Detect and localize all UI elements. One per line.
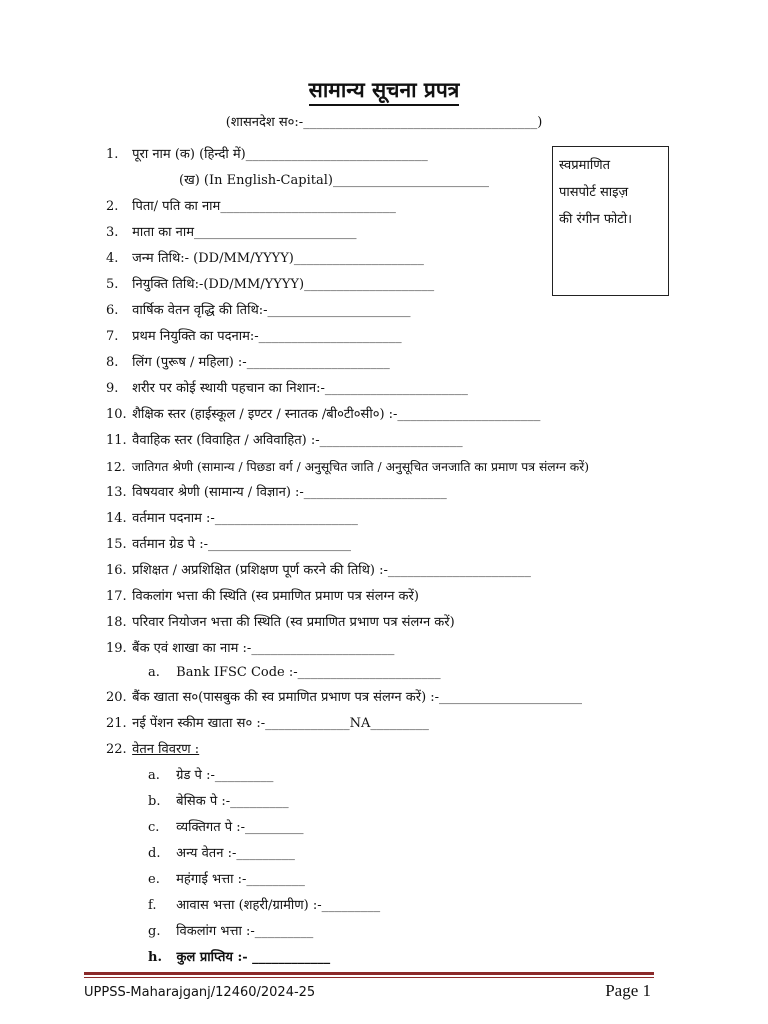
field-number: 22.: [106, 742, 127, 757]
salary-item: [148, 923, 313, 941]
field-number: 5.: [106, 277, 119, 292]
field-row: [106, 640, 394, 658]
field-number: 8.: [106, 355, 119, 370]
bank-ifsc-row: [148, 664, 441, 682]
list-bullet: a.: [148, 768, 160, 783]
field-number: 14.: [106, 511, 127, 526]
field-row: [106, 380, 468, 398]
form-title: सामान्य सूचना प्रपत्र: [0, 76, 768, 104]
field-number: 13.: [106, 485, 127, 500]
field-row: [106, 614, 455, 632]
list-bullet: a.: [148, 665, 160, 680]
field-number: 10.: [106, 407, 127, 422]
field-text: महंगाई भत्ता :-_________: [176, 872, 305, 887]
salary-item-total: [148, 949, 330, 967]
field-text: विकलांग भत्ता :-_________: [176, 924, 314, 939]
field-text: व्यक्तिगत पे :-_________: [176, 820, 304, 835]
field-number: 4.: [106, 251, 119, 266]
field-row: [106, 146, 428, 164]
field-number: 21.: [106, 716, 127, 731]
field-text: शरीर पर कोई स्थायी पहचान का निशान:-______________________: [132, 381, 468, 396]
field-row: [106, 198, 396, 216]
list-bullet: e.: [148, 872, 160, 887]
field-text: Bank IFSC Code :-______________________: [176, 665, 441, 680]
field-text: शैक्षिक स्तर (हाईस्कूल / इण्टर / स्नातक /बी०टी०सी०) :-______________________: [132, 407, 541, 422]
salary-item: [148, 897, 380, 915]
field-number: 16.: [106, 563, 127, 578]
list-bullet: g.: [148, 924, 161, 939]
field-number: 12.: [106, 460, 126, 474]
salary-item: [148, 845, 295, 863]
field-text: जातिगत श्रेणी (सामान्य / पिछडा वर्ग / अनुसूचित जाति / अनुसूचित जनजाति का प्रमाण पत्र संलग्न करें): [131, 460, 590, 474]
field-row: [106, 406, 540, 424]
field-number: 1.: [106, 147, 119, 162]
field-text: प्रथम नियुक्ति का पदनाम:-______________________: [132, 329, 402, 344]
field-text: बैंक एवं शाखा का नाम :-______________________: [132, 641, 395, 656]
photo-box-line: की रंगीन फोटो।: [559, 212, 633, 227]
field-number: 19.: [106, 641, 127, 656]
field-text: (ख) (In English-Capital)________________________: [179, 173, 489, 188]
salary-item: [148, 793, 289, 811]
field-row: [106, 588, 419, 606]
field-number: 17.: [106, 589, 127, 604]
field-row: [106, 302, 411, 320]
field-row: [179, 172, 489, 190]
list-bullet: b.: [148, 794, 161, 809]
field-text: पूरा नाम (क) (हिन्दी में)____________________________: [132, 147, 428, 162]
field-number: 20.: [106, 690, 127, 705]
field-text: वर्तमान ग्रेड पे :-______________________: [132, 537, 351, 552]
field-row: [106, 715, 429, 733]
field-text: अन्य वेतन :-_________: [176, 846, 295, 861]
field-text: वर्तमान पदनाम :-______________________: [132, 511, 358, 526]
field-row: [106, 432, 463, 450]
field-row: [106, 354, 390, 372]
salary-item: [148, 819, 304, 837]
field-text: बैंक खाता स०(पासबुक की स्व प्रमाणित प्रभाण पत्र संलग्न करें) :-______________________: [132, 690, 583, 705]
field-number: 3.: [106, 225, 119, 240]
photo-box-line: पासपोर्ट साइज़: [559, 185, 629, 200]
salary-item: [148, 871, 305, 889]
field-text: माता का नाम_________________________: [132, 225, 357, 240]
field-text: आवास भत्ता (शहरी/ग्रामीण) :-_________: [176, 898, 381, 913]
field-row: [106, 484, 447, 502]
field-row: [106, 741, 199, 759]
field-text: वैवाहिक स्तर (विवाहित / अविवाहित) :-______________________: [132, 433, 463, 448]
footer-rule: [84, 972, 654, 975]
field-number: 2.: [106, 199, 119, 214]
field-number: 6.: [106, 303, 119, 318]
field-number: 15.: [106, 537, 127, 552]
footer-rule: [84, 977, 654, 978]
field-text: बेसिक पे :-_________: [176, 794, 289, 809]
field-row: [106, 562, 531, 580]
field-number: 18.: [106, 615, 127, 630]
field-row: [106, 536, 351, 554]
salary-item: [148, 767, 273, 785]
field-text: प्रशिक्षत / अप्रशिक्षित (प्रशिक्षण पूर्ण करने की तिथि) :-______________________: [132, 563, 531, 578]
field-row: [106, 250, 424, 268]
field-text: जन्म तिथि:- (DD/MM/YYYY)____________________: [132, 251, 424, 266]
government-order-line: (शासनदेश स०:-____________________________________): [225, 115, 543, 130]
field-row: [106, 224, 357, 242]
photo-box-line: स्वप्रमाणित: [559, 158, 610, 173]
field-text: लिंग (पुरूष / महिला) :-______________________: [132, 355, 390, 370]
list-bullet: h.: [148, 950, 162, 965]
field-row: [106, 510, 358, 528]
list-bullet: d.: [148, 846, 161, 861]
field-row: [106, 458, 589, 476]
field-text: पिता/ पति का नाम___________________________: [132, 199, 396, 214]
field-text: कुल प्राप्तिय :- ____________: [176, 950, 331, 965]
field-text: वार्षिक वेतन वृद्धि की तिथि:-______________________: [132, 303, 411, 318]
field-row: [106, 276, 434, 294]
field-text: ग्रेड पे :-_________: [176, 768, 274, 783]
field-number: 9.: [106, 381, 119, 396]
page-number: Page 1: [605, 981, 651, 1000]
field-text: विकलांग भत्ता की स्थिति (स्व प्रमाणित प्रमाण पत्र संलग्न करें): [132, 589, 419, 604]
field-row: [106, 328, 402, 346]
footer-reference: UPPSS-Maharajganj/12460/2024-25: [84, 985, 316, 1000]
list-bullet: c.: [148, 820, 160, 835]
field-text: परिवार नियोजन भत्ता की स्थिति (स्व प्रमाणित प्रभाण पत्र संलग्न करें): [132, 615, 455, 630]
list-bullet: f.: [148, 898, 157, 913]
field-row: [106, 689, 582, 707]
field-number: 11.: [106, 433, 127, 448]
field-text: नियुक्ति तिथि:-(DD/MM/YYYY)____________________: [132, 277, 435, 292]
field-number: 7.: [106, 329, 119, 344]
field-text: विषयवार श्रेणी (सामान्य / विज्ञान) :-______________________: [132, 485, 447, 500]
photo-box: [552, 146, 669, 296]
field-text: नई पेंशन स्कीम खाता स० :-_____________NA_________: [132, 716, 429, 731]
field-text: वेतन विवरण :: [132, 742, 200, 757]
